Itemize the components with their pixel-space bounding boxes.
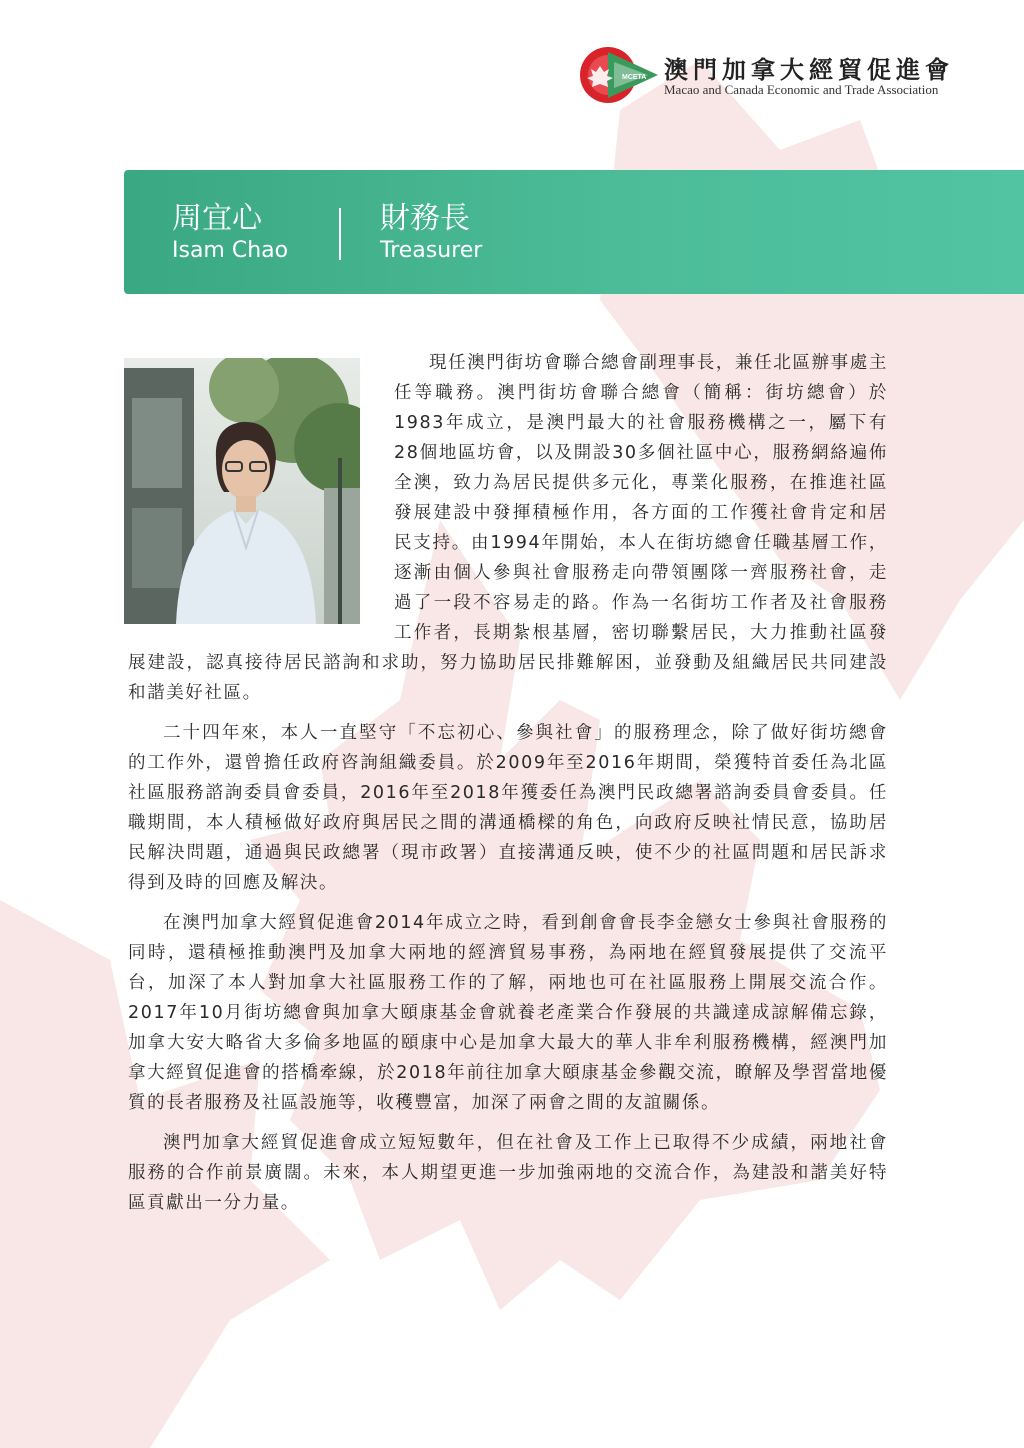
biography-paragraph: 現任澳門街坊會聯合總會副理事長，兼任北區辦事處主任等職務。澳門街坊會聯合總會（簡稱：街坊總會）於1983年成立，是澳門最大的社會服務機構之一，屬下有28個地區坊會，以及開設30多個社區中心，服務網絡遍佈全澳，致力為居民提供多元化，專業化服務，在推進社區發展建設中發揮積極作用，各方面的工作獲社會肯定和居民支持。由1994年開始，本人在街坊總會任職基層工作，逐漸由個人參與社會服務走向帶領團隊一齊服務社會，走過了一段不容易走的路。作為一名街坊工作者及社會服務工作者，長期紮根基層，密切聯繫居民，大力推動社區發展建設，認真接待居民諮詢和求助，努力協助居民排難解困，並發動及組織居民共同建設和諧美好社區。 <box>128 353 888 703</box>
organization-name-en: Macao and Canada Economic and Trade Association <box>664 82 939 97</box>
position-title-zh: 財務長 <box>380 201 470 236</box>
biography-text <box>128 348 888 1228</box>
profile-banner <box>124 170 1024 294</box>
photo-wrap-space <box>128 348 394 642</box>
person-name-zh: 周宜心 <box>172 201 262 236</box>
person-name-en: Isam Chao <box>172 238 289 263</box>
organization-name-zh: 澳門加拿大經貿促進會 <box>664 55 954 84</box>
biography-paragraph: 澳門加拿大經貿促進會成立短短數年，但在社會及工作上已取得不少成績，兩地社會服務的合作前景廣闊。未來，本人期望更進一步加強兩地的交流合作，為建設和諧美好特區貢獻出一分力量。 <box>128 1133 888 1213</box>
organization-logo <box>578 44 978 106</box>
mceta-logo-mark <box>578 44 664 106</box>
biography-paragraph: 二十四年來，本人一直堅守「不忘初心、參與社會」的服務理念，除了做好街坊總會的工作外，還曾擔任政府咨詢組織委員。於2009年至2016年期間，榮獲特首委任為北區社區服務諮詢委員會委員，2016年至2018年獲委任為澳門民政總署諮詢委員會委員。任職期間，本人積極做好政府與居民之間的溝通橋樑的角色，向政府反映社情民意，協助居民解決問題，通過與民政總署（現市政署）直接溝通反映，使不少的社區問題和居民訴求得到及時的回應及解決。 <box>128 723 888 893</box>
biography-paragraph: 在澳門加拿大經貿促進會2014年成立之時，看到創會會長李金戀女士參與社會服務的同時，還積極推動澳門及加拿大兩地的經濟貿易事務，為兩地在經貿發展提供了交流平台，加深了本人對加拿大社區服務工作的了解，兩地也可在社區服務上開展交流合作。 2017年10月街坊總會與加拿大頤康基金會就養老產業合作發展的共識達成諒解備忘錄，加拿大安大略省大多倫多地區的頤康中心是加拿大最大的華人非牟利服務機構，經澳門加拿大經貿促進會的搭橋牽線，於2018年前往加拿大頤康基金參觀交流，瞭解及學習當地優質的長者服務及社區設施等，收穫豐富，加深了兩會之間的友誼關係。 <box>128 913 888 1113</box>
position-title-en: Treasurer <box>380 238 483 263</box>
banner-divider <box>339 208 341 260</box>
logo-abbr: MCETA <box>622 74 647 81</box>
